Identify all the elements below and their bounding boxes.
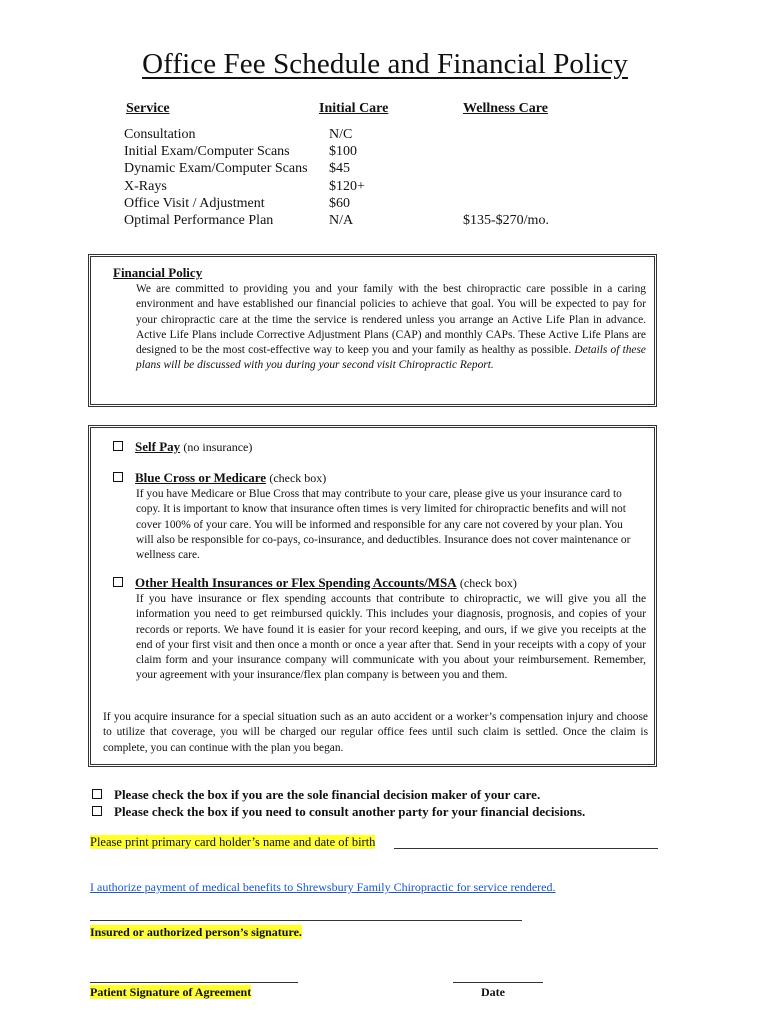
blue-cross-body: If you have Medicare or Blue Cross that may contribute to your care, please give us your insurance card to copy. It is important to know that insurance often times is very limited for chiropractic benefits and will not cover 100% of your care. You will be informed and responsible for any care not covered by your plan. You will also be responsible for co-pays, co-insurance, and deductibles. Insurance does not cover maintenance or wellness care. [136, 488, 631, 562]
blue-cross-option [113, 470, 326, 486]
page-title: Office Fee Schedule and Financial Policy [142, 48, 628, 80]
date-line[interactable] [453, 982, 543, 983]
table-cell-service: Consultation [124, 127, 196, 142]
table-cell-initial: $45 [329, 161, 350, 177]
table-cell-service: Initial Exam/Computer Scans [124, 144, 290, 160]
header-service: Service [126, 101, 170, 116]
blue-cross-label: Blue Cross or Medicare [135, 470, 267, 485]
table-cell-service: Dynamic Exam/Computer Scans [124, 161, 308, 177]
card-holder-input-line[interactable] [394, 848, 658, 849]
self-pay-checkbox[interactable] [113, 441, 123, 451]
date-label: Date [481, 985, 505, 999]
card-holder-prompt [90, 835, 375, 850]
self-pay-option [113, 439, 252, 455]
self-pay-label: Self Pay [135, 439, 181, 454]
patient-signature-line[interactable] [90, 982, 298, 983]
consult-party-checkbox[interactable] [92, 806, 102, 816]
header-initial-care: Initial Care [319, 101, 389, 116]
self-pay-note: (no insurance) [183, 440, 253, 454]
patient-signature-label: Patient Signature of Agreement [90, 985, 252, 999]
table-cell-initial: N/C [329, 127, 353, 142]
financial-policy-box [88, 254, 657, 407]
special-situation-text: If you acquire insurance for a special situation such as an auto accident or a worker’s compensation injury and choose to utilize that coverage, you will be charged our regular office fees until such claim is settled. Once the claim is complete, you can continue with the plan you began. [103, 711, 648, 754]
consult-party-option [92, 804, 585, 820]
fee-initial-column [329, 126, 365, 229]
table-cell-initial: N/A [329, 213, 354, 229]
table-cell-initial: $60 [329, 195, 350, 211]
blue-cross-checkbox[interactable] [113, 472, 123, 482]
sole-decision-checkbox[interactable] [92, 789, 102, 799]
table-cell-initial: $100 [329, 144, 357, 160]
other-insurance-label: Other Health Insurances or Flex Spending Accounts/MSA [135, 575, 457, 590]
other-insurance-body: If you have insurance or flex spending accounts that contribute to chiropractic, we will give you all the information you need to get reimbursed quickly. This includes your diagnosis, prognosis, and copies of your records or reports. We have found it is easier for your record keeping, and ours, if we give you receipts at the end of your first visit and then once a month or once a year after that. Send in your receipts with a copy of your claim form and your insurance company will communicate with you about your reimbursement. Remember, your agreement with your insurance/flex plan company is between you and them. [136, 593, 646, 682]
financial-policy-body: We are committed to providing you and your family with the best chiropractic care possible in a caring environment and have established our financial policies to achieve that goal. You will be expected to pay for your chiropractic care at the time the service is rendered unless you arrange an Active Life Plan in advance. Active Life Plans include Corrective Adjustment Plans (CAP) and monthly CAPs. These Active Life Plans are designed to be the most cost-effective way to keep you and your family as healthy as possible. [136, 283, 646, 357]
consult-party-label: Please check the box if you need to consult another party for your financial decisions. [114, 804, 586, 819]
other-insurance-checkbox[interactable] [113, 577, 123, 587]
sole-decision-label: Please check the box if you are the sole financial decision maker of your care. [114, 787, 541, 802]
table-cell-service: Office Visit / Adjustment [124, 195, 265, 211]
other-insurance-option [113, 575, 517, 591]
insured-signature-label: Insured or authorized person’s signature. [90, 925, 302, 939]
fee-service-column [124, 126, 308, 229]
authorization-text: I authorize payment of medical benefits to Shrewsbury Family Chiropractic for service rendered. [90, 880, 556, 894]
card-holder-label: Please print primary card holder’s name and date of birth [90, 835, 376, 849]
financial-policy-title: Financial Policy [113, 265, 203, 280]
header-wellness-care: Wellness Care [463, 101, 548, 116]
table-cell-service: Optimal Performance Plan [124, 213, 274, 229]
financial-policy-text [136, 282, 646, 374]
table-cell-initial: $120+ [329, 178, 365, 194]
patient-signature-caption [90, 985, 251, 1000]
insured-signature-caption [90, 925, 302, 940]
table-cell-service: X-Rays [124, 178, 167, 194]
other-insurance-note: (check box) [459, 576, 517, 590]
table-cell-wellness: $135-$270/mo. [463, 213, 549, 228]
insured-signature-line[interactable] [90, 920, 522, 921]
financial-policy-italic-note: Details of these plans will be discussed with you during your second visit Chiropractic Report. [136, 344, 646, 372]
payment-options-box [88, 425, 657, 767]
blue-cross-note: (check box) [269, 471, 327, 485]
sole-decision-maker-option [92, 787, 540, 803]
